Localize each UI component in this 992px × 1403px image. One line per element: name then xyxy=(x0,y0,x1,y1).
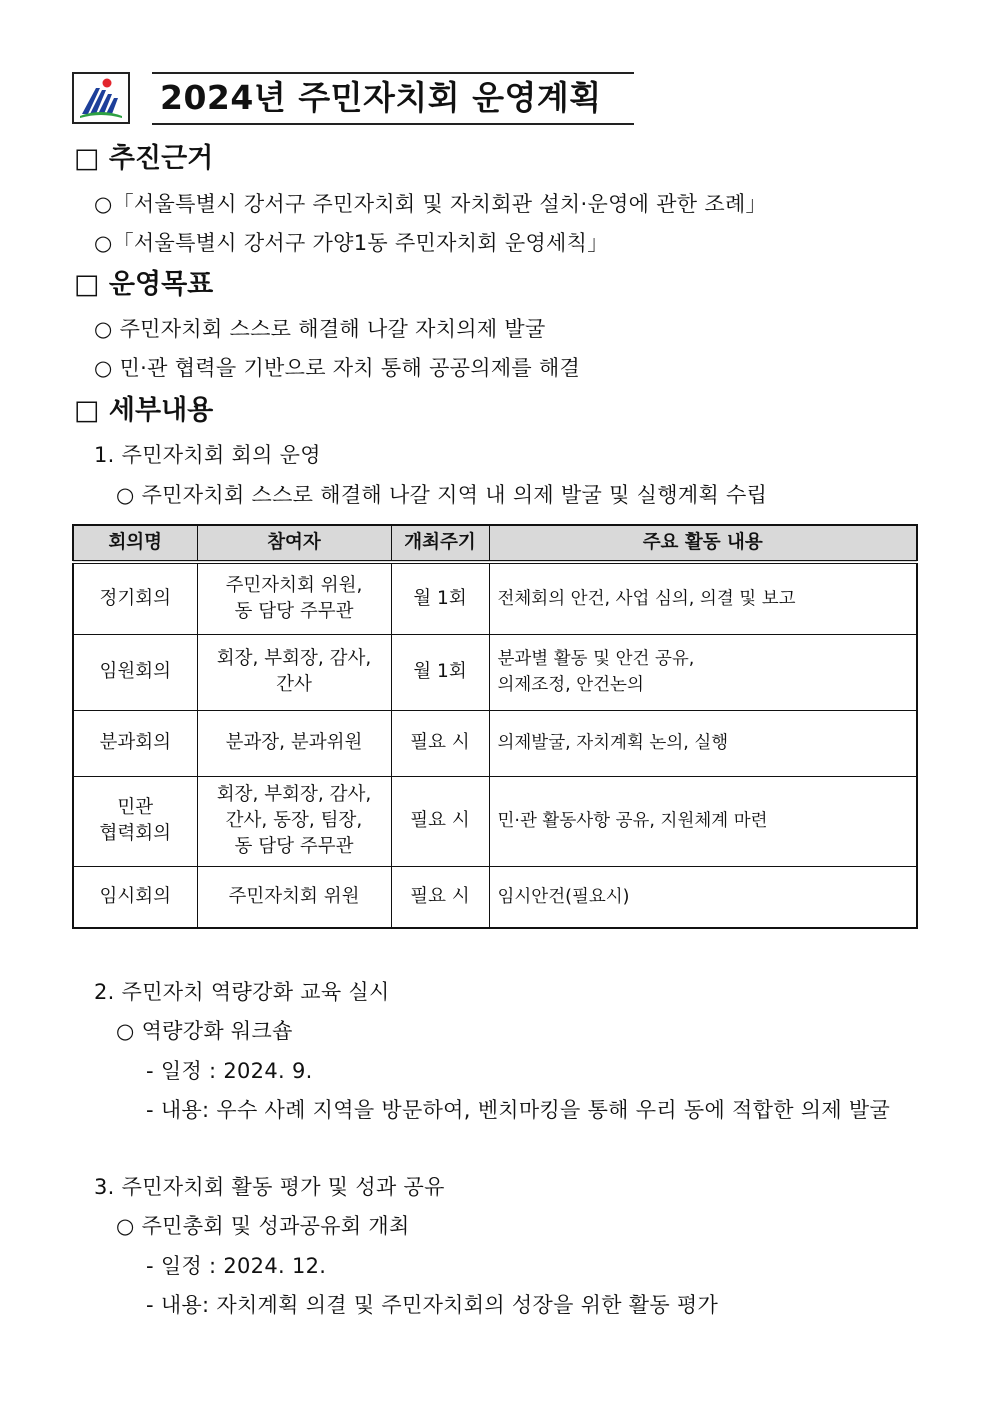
title-rule-bottom xyxy=(152,123,634,125)
district-logo xyxy=(72,72,130,124)
subsection-2-content: - 내용: 우수 사례 지역을 방문하여, 벤치마킹을 통해 우리 동에 적합한 의제 발굴 xyxy=(146,1098,891,1122)
table-row xyxy=(73,776,917,866)
table-row xyxy=(73,634,917,710)
cell-content: 분과별 활동 및 안건 공유, 의제조정, 안건논의 xyxy=(489,634,917,710)
cell-meeting-name: 임원회의 xyxy=(73,634,197,710)
cell-content: 민·관 활동사항 공유, 지원체계 마련 xyxy=(489,776,917,866)
basis-item-1: ○「서울특별시 강서구 주민자치회 및 자치회관 설치·운영에 관한 조례」 xyxy=(94,192,767,216)
cell-content: 의제발굴, 자치계획 논의, 실행 xyxy=(489,710,917,776)
section-heading-goals: □ 운영목표 xyxy=(74,269,214,300)
subsection-3-content: - 내용: 자치계획 의결 및 주민자치회의 성장을 위한 활동 평가 xyxy=(146,1293,719,1317)
cell-meeting-name: 분과회의 xyxy=(73,710,197,776)
subsection-2-schedule: - 일정 : 2024. 9. xyxy=(146,1059,313,1083)
cell-meeting-name: 임시회의 xyxy=(73,866,197,928)
cell-meeting-name: 정기회의 xyxy=(73,562,197,634)
cell-content: 전체회의 안건, 사업 심의, 의결 및 보고 xyxy=(489,562,917,634)
table-row xyxy=(73,562,917,634)
basis-item-2: ○「서울특별시 강서구 가양1동 주민자치회 운영세칙」 xyxy=(94,231,609,255)
cell-participants: 분과장, 분과위원 xyxy=(197,710,391,776)
goals-item-2: ○ 민·관 협력을 기반으로 자치 통해 공공의제를 해결 xyxy=(94,356,581,380)
header-cycle: 개최주기 xyxy=(391,525,489,562)
cell-cycle: 월 1회 xyxy=(391,562,489,634)
subsection-2-bullet: ○ 역량강화 워크숍 xyxy=(116,1019,293,1043)
subsection-3-bullet: ○ 주민총회 및 성과공유회 개최 xyxy=(116,1214,410,1238)
subsection-2-title: 2. 주민자치 역량강화 교육 실시 xyxy=(94,980,390,1004)
cell-participants: 주민자치회 위원 xyxy=(197,866,391,928)
cell-cycle: 월 1회 xyxy=(391,634,489,710)
header-participants: 참여자 xyxy=(197,525,391,562)
section-heading-details: □ 세부내용 xyxy=(74,395,214,426)
header-content: 주요 활동 내용 xyxy=(489,525,917,562)
subsection-1-title: 1. 주민자치회 회의 운영 xyxy=(94,443,321,467)
cell-cycle: 필요 시 xyxy=(391,866,489,928)
title-rule-top xyxy=(152,72,634,74)
cell-content: 임시안건(필요시) xyxy=(489,866,917,928)
subsection-1-bullet: ○ 주민자치회 스스로 해결해 나갈 지역 내 의제 발굴 및 실행계획 수립 xyxy=(116,483,768,507)
table-row xyxy=(73,866,917,928)
cell-cycle: 필요 시 xyxy=(391,710,489,776)
page-title: 2024년 주민자치회 운영계획 xyxy=(160,78,602,117)
cell-participants: 회장, 부회장, 감사, 간사 xyxy=(197,634,391,710)
subsection-3-schedule: - 일정 : 2024. 12. xyxy=(146,1254,327,1278)
district-emblem-icon xyxy=(74,74,128,122)
cell-meeting-name: 민관 협력회의 xyxy=(73,776,197,866)
cell-participants: 회장, 부회장, 감사, 간사, 동장, 팀장, 동 담당 주무관 xyxy=(197,776,391,866)
goals-item-1: ○ 주민자치회 스스로 해결해 나갈 자치의제 발굴 xyxy=(94,317,546,341)
cell-participants: 주민자치회 위원, 동 담당 주무관 xyxy=(197,562,391,634)
header-meeting-name: 회의명 xyxy=(73,525,197,562)
cell-cycle: 필요 시 xyxy=(391,776,489,866)
subsection-3-title: 3. 주민자치회 활동 평가 및 성과 공유 xyxy=(94,1175,445,1199)
table-row xyxy=(73,710,917,776)
section-heading-basis: □ 추진근거 xyxy=(74,143,214,174)
table-header-row xyxy=(73,525,917,562)
meeting-table xyxy=(72,524,918,929)
